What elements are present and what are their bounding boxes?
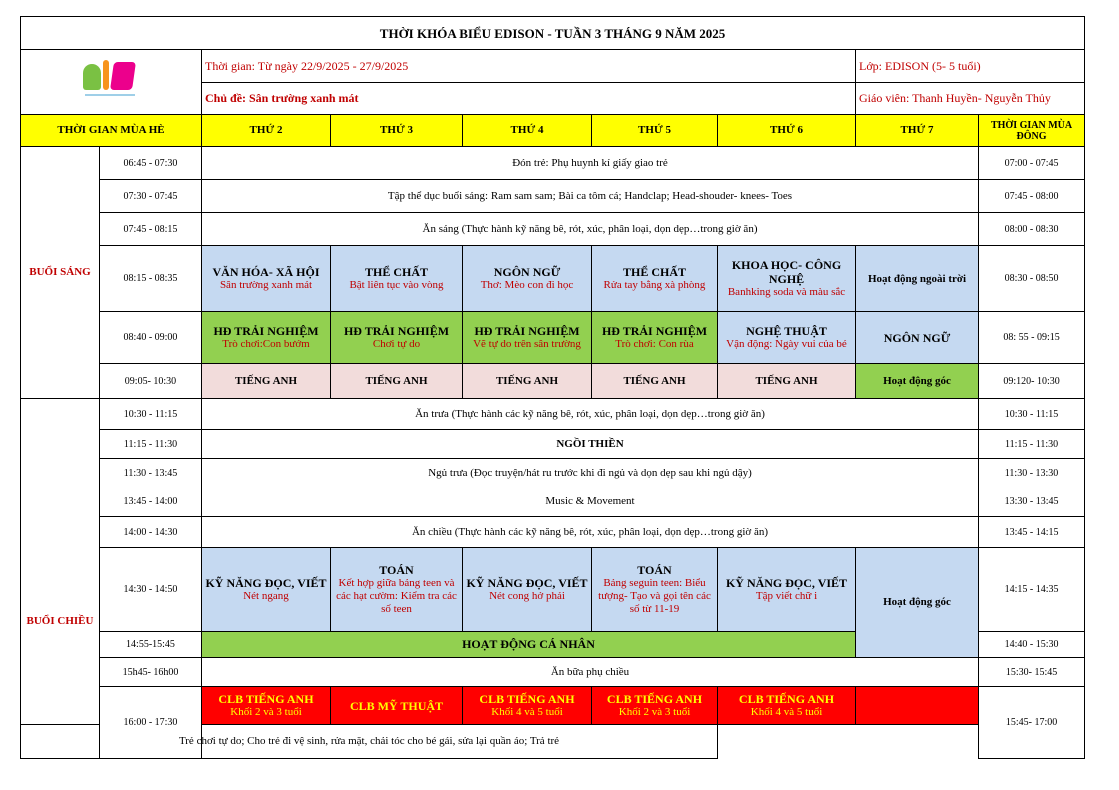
club-cell: CLB TIẾNG ANH Khối 2 và 3 tuổi [202, 687, 331, 725]
winter-time: 08:00 - 08:30 [979, 213, 1085, 246]
class-name: Lớp: EDISON (5- 5 tuổi) [856, 50, 1085, 83]
winter-time: 08:30 - 08:50 [979, 246, 1085, 312]
club-cell-empty [856, 687, 979, 725]
activity-cell: NGÔN NGỮ [856, 312, 979, 364]
session-afternoon: BUỔI CHIỀU [21, 399, 100, 725]
activity-span: Tập thể dục buổi sáng: Ram sam sam; Bài ca tôm cá; Handclap; Head-shouder- knees- Toes [202, 180, 979, 213]
session-morning: BUỔI SÁNG [21, 147, 100, 399]
summer-time: 11:30 - 13:45 [100, 459, 202, 488]
activity-cell: THỂ CHẤT Bật liên tục vào vòng [331, 246, 463, 312]
header-day-tue: THỨ 3 [331, 115, 463, 147]
winter-time: 13:45 - 14:15 [979, 517, 1085, 548]
activity-cell: TIẾNG ANH [592, 364, 718, 399]
schedule-table [20, 16, 1085, 759]
header-day-fri: THỨ 6 [718, 115, 856, 147]
activity-cell: Hoạt động ngoài trời [856, 246, 979, 312]
activity-span: Ăn sáng (Thực hành kỹ năng bê, rót, xúc, phân loại, dọn dẹp…trong giờ ăn) [202, 213, 979, 246]
activity-cell: NGÔN NGỮ Thơ: Mèo con đi học [463, 246, 592, 312]
activity-span: HOẠT ĐỘNG CÁ NHÂN [202, 632, 856, 658]
summer-time: 14:30 - 14:50 [100, 548, 202, 632]
activity-cell: THỂ CHẤT Rửa tay bằng xà phòng [592, 246, 718, 312]
club-cell: CLB TIẾNG ANH Khối 4 và 5 tuổi [718, 687, 856, 725]
header-day-sat: THỨ 7 [856, 115, 979, 147]
activity-cell: HĐ TRẢI NGHIỆM Trò chơi: Con rùa [592, 312, 718, 364]
activity-cell: NGHỆ THUẬT Vận động: Ngày vui của bé [718, 312, 856, 364]
winter-time: 09:120- 10:30 [979, 364, 1085, 399]
activity-cell: TOÁN Bảng seguin teen: Biểu tượng- Tạo và gọi tên các số từ 11-19 [592, 548, 718, 632]
activity-span: NGỒI THIỀN [202, 430, 979, 459]
header-day-thu: THỨ 5 [592, 115, 718, 147]
winter-time: 15:45- 17:00 [979, 687, 1085, 759]
summer-time: 07:30 - 07:45 [100, 180, 202, 213]
activity-span: Ăn trưa (Thực hành các kỹ năng bê, rót, xúc, phân loại, dọn dẹp…trong giờ ăn) [202, 399, 979, 430]
schedule-period: Thời gian: Từ ngày 22/9/2025 - 27/9/2025 [202, 50, 856, 83]
club-cell: CLB TIẾNG ANH Khối 4 và 5 tuổi [463, 687, 592, 725]
schedule-title: THỜI KHÓA BIỂU EDISON - TUẦN 3 THÁNG 9 NĂM 2025 [21, 17, 1085, 50]
aix-logo [81, 58, 141, 102]
topic: Chủ đề: Sân trường xanh mát [202, 83, 856, 115]
winter-time: 14:15 - 14:35 [979, 548, 1085, 632]
summer-time: 08:15 - 08:35 [100, 246, 202, 312]
winter-time: 10:30 - 11:15 [979, 399, 1085, 430]
activity-span: Ăn bữa phụ chiều [202, 658, 979, 687]
activity-cell: VĂN HÓA- XÃ HỘI Sân trường xanh mát [202, 246, 331, 312]
winter-time: 11:30 - 13:30 [979, 459, 1085, 488]
activity-cell: Hoạt động góc [856, 548, 979, 658]
summer-time: 14:00 - 14:30 [100, 517, 202, 548]
header-summer-time: THỜI GIAN MÙA HÈ [21, 115, 202, 147]
activity-span: Music & Movement [202, 488, 979, 517]
activity-cell: TIẾNG ANH [202, 364, 331, 399]
summer-time: 14:55-15:45 [100, 632, 202, 658]
summer-time: 07:45 - 08:15 [100, 213, 202, 246]
activity-span: Ngủ trưa (Đọc truyện/hát ru trước khi đi ngủ và dọn dẹp sau khi ngủ dậy) [202, 459, 979, 488]
activity-span: Ăn chiều (Thực hành các kỹ năng bê, rót, xúc, phân loại, dọn dẹp…trong giờ ăn) [202, 517, 979, 548]
summer-time: 11:15 - 11:30 [100, 430, 202, 459]
winter-time: 07:45 - 08:00 [979, 180, 1085, 213]
winter-time: 11:15 - 11:30 [979, 430, 1085, 459]
teachers: Giáo viên: Thanh Huyền- Nguyễn Thủy [856, 83, 1085, 115]
activity-span: Đón trẻ: Phụ huynh kí giấy giao trẻ [202, 147, 979, 180]
activity-cell: TIẾNG ANH [718, 364, 856, 399]
winter-time: 07:00 - 07:45 [979, 147, 1085, 180]
activity-cell: Hoạt động góc [856, 364, 979, 399]
header-winter-time: THỜI GIAN MÙA ĐÔNG [979, 115, 1085, 147]
winter-time: 15:30- 15:45 [979, 658, 1085, 687]
activity-span: Trẻ chơi tự do; Cho trẻ đi vệ sinh, rửa mặt, chải tóc cho bé gái, sửa lại quần áo; Trả trẻ [21, 725, 718, 759]
summer-time: 09:05- 10:30 [100, 364, 202, 399]
summer-time: 10:30 - 11:15 [100, 399, 202, 430]
winter-time: 14:40 - 15:30 [979, 632, 1085, 658]
summer-time: 13:45 - 14:00 [100, 488, 202, 517]
activity-cell: TIẾNG ANH [331, 364, 463, 399]
winter-time: 13:30 - 13:45 [979, 488, 1085, 517]
club-cell: CLB MỸ THUẬT [331, 687, 463, 725]
logo-cell [21, 50, 202, 115]
activity-cell: TIẾNG ANH [463, 364, 592, 399]
summer-time: 16:00 - 17:30 [100, 687, 202, 759]
header-day-wed: THỨ 4 [463, 115, 592, 147]
club-cell: CLB TIẾNG ANH Khối 2 và 3 tuổi [592, 687, 718, 725]
activity-cell: KỸ NĂNG ĐỌC, VIẾT Nét ngang [202, 548, 331, 632]
summer-time: 15h45- 16h00 [100, 658, 202, 687]
activity-cell: KỸ NĂNG ĐỌC, VIẾT Nét cong hở phải [463, 548, 592, 632]
activity-cell: HĐ TRẢI NGHIỆM Chơi tự do [331, 312, 463, 364]
summer-time: 08:40 - 09:00 [100, 312, 202, 364]
winter-time: 08: 55 - 09:15 [979, 312, 1085, 364]
activity-cell: TOÁN Kết hợp giữa bảng teen và các hạt cườm: Kiểm tra các số teen [331, 548, 463, 632]
activity-cell: KỸ NĂNG ĐỌC, VIẾT Tập viết chữ i [718, 548, 856, 632]
header-day-mon: THỨ 2 [202, 115, 331, 147]
activity-cell: HĐ TRẢI NGHIỆM Vẽ tự do trên sân trường [463, 312, 592, 364]
summer-time: 06:45 - 07:30 [100, 147, 202, 180]
activity-cell: KHOA HỌC- CÔNG NGHỆ Banhking soda và màu sắc [718, 246, 856, 312]
activity-cell: HĐ TRẢI NGHIỆM Trò chơi:Con bướm [202, 312, 331, 364]
